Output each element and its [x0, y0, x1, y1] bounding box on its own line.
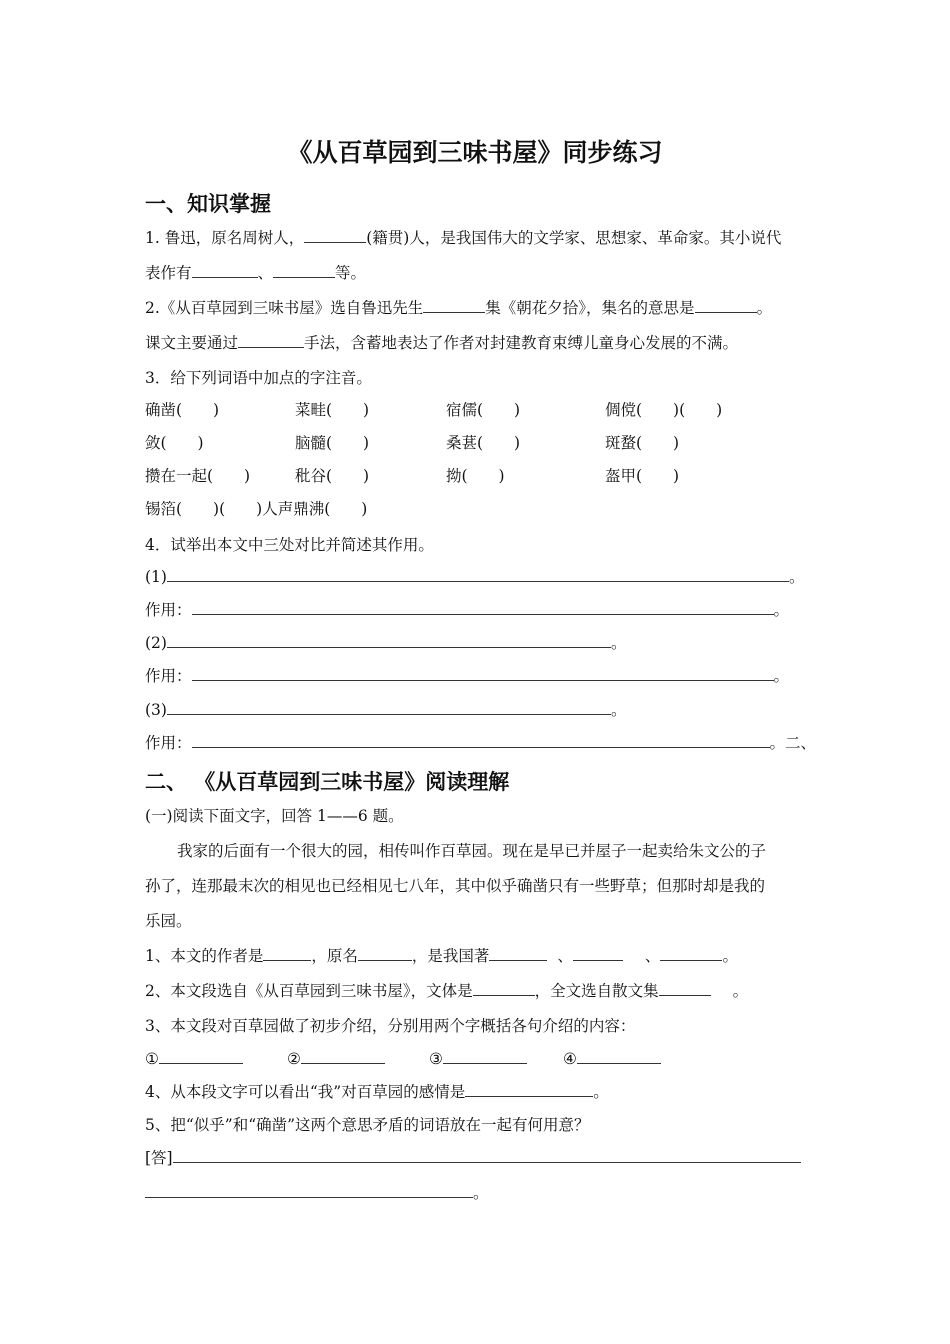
q2-text-b: 集《朝花夕拾》，集名的意思是	[485, 299, 695, 317]
q1-blank-work2[interactable]	[273, 263, 335, 278]
q1-text-b: (籍贯)人，是我国伟大的文学家、思想家、革命家。其小说代	[366, 229, 782, 247]
r3-blank-3[interactable]	[443, 1049, 527, 1064]
q2-text-d: 课文主要通过	[145, 334, 239, 352]
q1-blank-hometown[interactable]	[304, 228, 366, 243]
period: 。	[788, 568, 805, 586]
q1-text-a: 1. 鲁迅，原名周树人，	[145, 229, 305, 247]
r1-text-b: ，原名	[311, 947, 358, 965]
period: 。	[610, 634, 627, 652]
reading-q3: 3、本文段对百草园做了初步介绍，分别用两个字概括各句介绍的内容：	[145, 1017, 636, 1035]
effect-3-blank[interactable]	[192, 733, 770, 748]
r1-end: 。	[722, 947, 738, 965]
q1-text-c: 表作有	[145, 264, 192, 282]
q2-text-a: 2.《从百草园到三味书屋》选自鲁迅先生	[145, 299, 424, 317]
r3-mark: ③	[429, 1050, 443, 1068]
answer-line-3	[145, 700, 626, 720]
pinyin-item: 斑蝥( )	[605, 434, 680, 452]
reading-q5: 5、把“似乎”和“确凿”这两个意思矛盾的词语放在一起有何用意？	[145, 1116, 590, 1134]
r1-text-a: 1、本文的作者是	[145, 947, 264, 965]
reading-q2	[145, 981, 748, 1001]
pinyin-item: 秕谷( )	[295, 467, 370, 485]
r5-end: 。	[473, 1184, 489, 1202]
q2-text-e: 手法，含蓄地表达了作者对封建教育束缚儿童身心发展的不满。	[304, 334, 739, 352]
section1-heading: 一、知识掌握	[145, 192, 271, 216]
answer-1-label: (1)	[145, 568, 167, 586]
r3-answer-3	[429, 1049, 527, 1069]
pinyin-item: 确凿( )	[145, 401, 220, 419]
pinyin-item: 桑葚( )	[446, 434, 521, 452]
effect-label: 作用：	[145, 601, 192, 619]
r2-blank-genre[interactable]	[473, 981, 535, 996]
r1-blank-author[interactable]	[263, 946, 311, 961]
page-title: 《从百草园到三味书屋》同步练习	[287, 138, 663, 167]
r1-text-c: ，是我国著	[411, 947, 490, 965]
section2-heading: 二、 《从百草园到三味书屋》阅读理解	[145, 770, 510, 794]
r1-blank-role1[interactable]	[489, 946, 547, 961]
q1-line2	[145, 263, 366, 283]
r2-text-b: ，全文选自散文集	[534, 982, 659, 1000]
reading-intro: (一)阅读下面文字，回答 1——6 题。	[145, 807, 404, 825]
reading-q4	[145, 1082, 609, 1102]
q1-sep: 、	[257, 264, 274, 282]
passage-line-3: 乐园。	[145, 912, 192, 930]
r1-blank-name[interactable]	[358, 946, 412, 961]
r3-mark: ④	[563, 1050, 577, 1068]
r3-blank-1[interactable]	[159, 1049, 243, 1064]
period: 。	[610, 701, 627, 719]
q3-prompt: 3．给下列词语中加点的字注音。	[145, 369, 372, 387]
answer-line-1	[145, 567, 804, 587]
r3-mark: ②	[287, 1050, 301, 1068]
answer-2-label: (2)	[145, 634, 167, 652]
pinyin-item: 倜傥( )( )	[605, 401, 723, 419]
pinyin-item: 敛( )	[145, 434, 204, 452]
r3-blank-2[interactable]	[301, 1049, 385, 1064]
pinyin-item: 攒在一起( )	[145, 467, 251, 485]
r4-blank-feeling[interactable]	[465, 1082, 593, 1097]
r3-answer-2	[287, 1049, 385, 1069]
r1-sep: 、	[644, 947, 661, 965]
r3-answer-4	[563, 1049, 661, 1069]
q2-line1	[145, 298, 772, 318]
r4-end: 。	[593, 1083, 609, 1101]
q2-blank-meaning[interactable]	[695, 298, 757, 313]
period: 。	[773, 667, 790, 685]
effect-label: 作用：	[145, 734, 192, 752]
r1-blank-role2[interactable]	[573, 946, 623, 961]
answer-3-label: (3)	[145, 701, 167, 719]
r5-answer-line-2	[145, 1183, 489, 1203]
effect-line-2	[145, 666, 789, 686]
q1-blank-work1[interactable]	[192, 263, 258, 278]
r3-mark: ①	[145, 1050, 159, 1068]
passage-line-1: 我家的后面有一个很大的园，相传叫作百草园。现在是早已并屋子一起卖给朱文公的子	[177, 842, 767, 860]
pinyin-item: 盔甲( )	[605, 467, 680, 485]
r1-sep: 、	[557, 947, 573, 965]
line-tail: 。二、	[769, 734, 817, 752]
answer-1-blank[interactable]	[167, 567, 789, 582]
pinyin-item: 脑髓( )	[295, 434, 370, 452]
r2-end: 。	[732, 982, 749, 1000]
pinyin-item: 锡箔( )( )人声鼎沸( )	[145, 500, 368, 518]
effect-label: 作用：	[145, 667, 192, 685]
pinyin-item: 拗( )	[446, 467, 505, 485]
r3-blank-4[interactable]	[577, 1049, 661, 1064]
pinyin-item: 菜畦( )	[295, 401, 370, 419]
r1-blank-role3[interactable]	[660, 946, 722, 961]
r5-answer-blank-2[interactable]	[145, 1183, 473, 1198]
r5-answer-line-1	[145, 1148, 801, 1168]
q2-line2	[145, 333, 738, 353]
r4-text: 4、从本段文字可以看出“我”对百草园的感情是	[145, 1083, 466, 1101]
q1-text-d: 等。	[335, 264, 367, 282]
answer-3-blank[interactable]	[167, 700, 611, 715]
r2-blank-collection[interactable]	[659, 981, 711, 996]
q2-blank-technique[interactable]	[238, 333, 304, 348]
answer-2-blank[interactable]	[167, 633, 611, 648]
r5-answer-label: [答]	[145, 1149, 173, 1167]
reading-q1	[145, 946, 738, 966]
passage-line-2: 孙了，连那最末次的相见也已经相见七八年，其中似乎确凿只有一些野草；但那时却是我的	[145, 877, 766, 895]
q2-text-c: 。	[756, 299, 773, 317]
r5-answer-blank-1[interactable]	[173, 1148, 801, 1163]
effect-2-blank[interactable]	[192, 666, 774, 681]
q4-prompt: 4．试举出本文中三处对比并简述其作用。	[145, 536, 434, 554]
effect-line-1	[145, 600, 789, 620]
effect-1-blank[interactable]	[192, 600, 774, 615]
period: 。	[773, 601, 790, 619]
r2-text-a: 2、本文段选自《从百草园到三味书屋》，文体是	[145, 982, 473, 1000]
effect-line-3	[145, 733, 816, 753]
r3-answer-1	[145, 1049, 243, 1069]
q1-line1	[145, 228, 781, 248]
pinyin-item: 宿儒( )	[446, 401, 521, 419]
answer-line-2	[145, 633, 626, 653]
q2-blank-collection[interactable]	[423, 298, 485, 313]
